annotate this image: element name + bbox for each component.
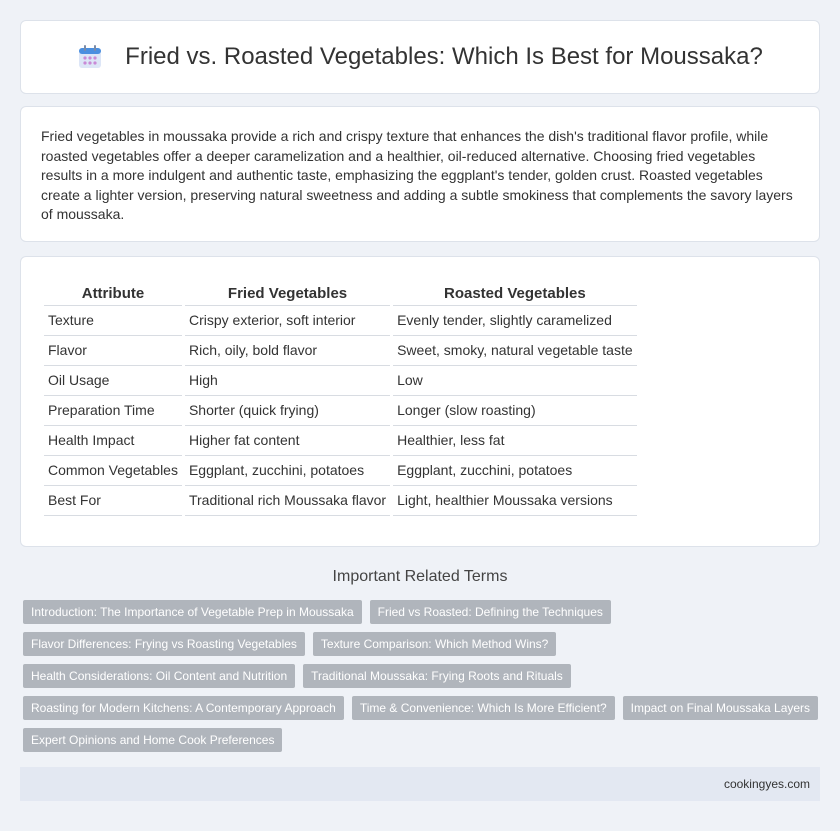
header-attribute: Attribute	[44, 281, 182, 306]
related-term-tag[interactable]: Roasting for Modern Kitchens: A Contemporary Approach	[23, 696, 344, 720]
table-header-row	[44, 281, 637, 306]
related-terms-list	[23, 600, 823, 752]
comparison-table-card	[20, 256, 820, 547]
table-cell: High	[185, 366, 390, 396]
table-cell: Crispy exterior, soft interior	[185, 306, 390, 336]
footer	[20, 767, 820, 801]
table-cell: Light, healthier Moussaka versions	[393, 486, 637, 516]
summary-text: Fried vegetables in moussaka provide a rich and crispy texture that enhances the dish's traditional flavor profile, while roasted vegetables offer a deeper caramelization and a healthier, oil-reduced alternative. Choosing fried vegetables results in a more indulgent and authentic taste, emphasizing the eggplant's tender, golden crust. Roasted vegetables create a lighter version, preserving natural sweetness and adding a subtle smokiness that complements the savory layers of moussaka.	[41, 128, 793, 222]
table-cell: Low	[393, 366, 637, 396]
table-cell: Eggplant, zucchini, potatoes	[393, 456, 637, 486]
header-roasted: Roasted Vegetables	[393, 281, 637, 306]
related-term-tag[interactable]: Health Considerations: Oil Content and Nutrition	[23, 664, 295, 688]
table-row	[44, 366, 637, 396]
calendar-icon	[77, 44, 103, 70]
table-cell: Common Vegetables	[44, 456, 182, 486]
table-cell: Best For	[44, 486, 182, 516]
table-row	[44, 486, 637, 516]
related-term-tag[interactable]: Texture Comparison: Which Method Wins?	[313, 632, 556, 656]
table-row	[44, 426, 637, 456]
related-term-tag[interactable]: Flavor Differences: Frying vs Roasting Vegetables	[23, 632, 305, 656]
table-cell: Evenly tender, slightly caramelized	[393, 306, 637, 336]
page-title: Fried vs. Roasted Vegetables: Which Is Best for Moussaka?	[125, 43, 763, 70]
table-cell: Healthier, less fat	[393, 426, 637, 456]
table-row	[44, 456, 637, 486]
table-cell: Traditional rich Moussaka flavor	[185, 486, 390, 516]
header-fried: Fried Vegetables	[185, 281, 390, 306]
related-term-tag[interactable]: Traditional Moussaka: Frying Roots and Rituals	[303, 664, 571, 688]
table-cell: Oil Usage	[44, 366, 182, 396]
table-row	[44, 336, 637, 366]
related-term-tag[interactable]: Introduction: The Importance of Vegetable Prep in Moussaka	[23, 600, 362, 624]
table-cell: Sweet, smoky, natural vegetable taste	[393, 336, 637, 366]
title-card	[20, 20, 820, 94]
related-term-tag[interactable]: Expert Opinions and Home Cook Preferences	[23, 728, 282, 752]
summary-card	[20, 106, 820, 242]
table-cell: Eggplant, zucchini, potatoes	[185, 456, 390, 486]
table-row	[44, 306, 637, 336]
table-row	[44, 396, 637, 426]
table-cell: Higher fat content	[185, 426, 390, 456]
related-terms-heading: Important Related Terms	[332, 568, 508, 585]
table-cell: Preparation Time	[44, 396, 182, 426]
related-term-tag[interactable]: Impact on Final Moussaka Layers	[623, 696, 818, 720]
table-cell: Longer (slow roasting)	[393, 396, 637, 426]
comparison-table	[41, 281, 640, 516]
related-term-tag[interactable]: Time & Convenience: Which Is More Efficient?	[352, 696, 615, 720]
table-cell: Flavor	[44, 336, 182, 366]
related-term-tag[interactable]: Fried vs Roasted: Defining the Techniques	[370, 600, 611, 624]
footer-site: cookingyes.com	[723, 777, 810, 791]
table-cell: Texture	[44, 306, 182, 336]
table-cell: Shorter (quick frying)	[185, 396, 390, 426]
table-cell: Health Impact	[44, 426, 182, 456]
table-cell: Rich, oily, bold flavor	[185, 336, 390, 366]
